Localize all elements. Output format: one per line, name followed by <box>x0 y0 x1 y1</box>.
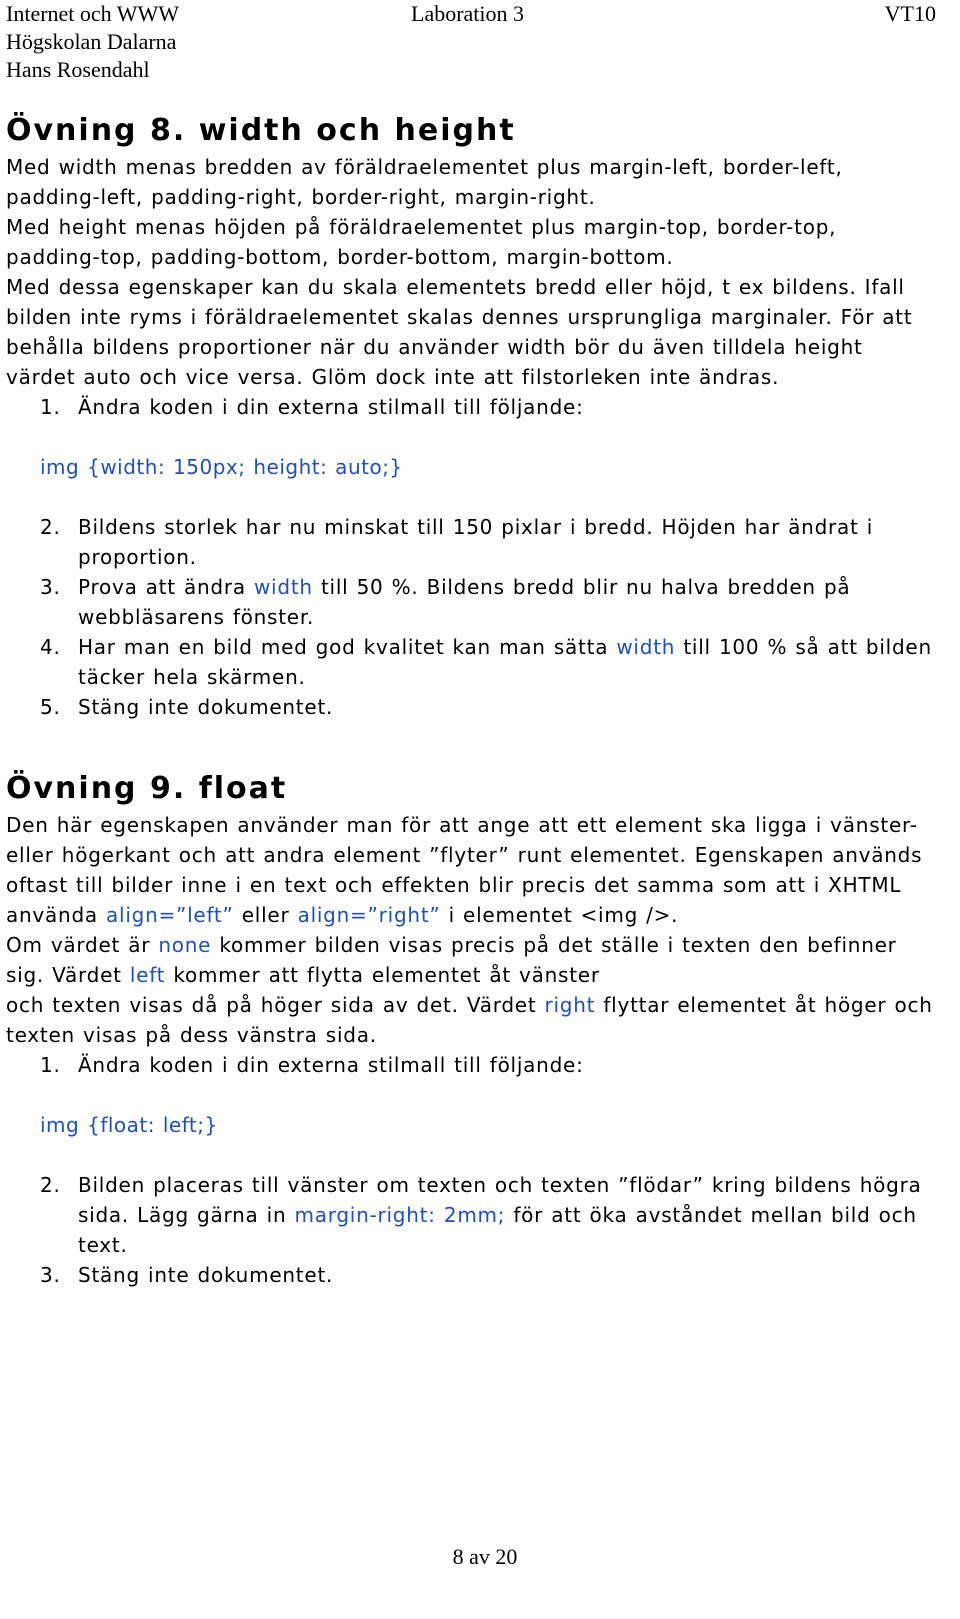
exercise-9-paragraph-right: och texten visas då på höger sida av det. Värdet right flyttar elementet åt höger och texten visas på dess vänstra sida. <box>6 993 933 1047</box>
exercise-9 <box>6 768 936 1290</box>
header-author: Hans Rosendahl <box>6 57 150 82</box>
exercise-8-code: img {width: 150px; height: auto;} <box>40 455 403 479</box>
exercise-8-steps-continued <box>6 512 936 722</box>
exercise-8 <box>6 110 936 722</box>
exercise-8-step-4: 4. Har man en bild med god kvalitet kan man sätta width till 100 % så att bilden täcker hela skärmen. <box>40 635 932 689</box>
exercise-9-step-3: 3. Stäng inte dokumentet. <box>40 1263 334 1287</box>
header-course: Internet och WWW <box>6 1 180 26</box>
header-lab: Laboration 3 <box>411 1 525 26</box>
header-school: Högskolan Dalarna <box>6 29 177 54</box>
exercise-8-step-2: 2. Bildens storlek har nu minskat till 150 pixlar i bredd. Höjden har ändrat i proportion. <box>40 515 874 569</box>
exercise-9-steps-continued <box>6 1170 936 1290</box>
page-header <box>6 0 936 84</box>
exercise-8-step-5: 5. Stäng inte dokumentet. <box>40 695 334 719</box>
exercise-8-paragraph-scaling: Med dessa egenskaper kan du skala elementets bredd eller höjd, t ex bildens. Ifall bilden inte ryms i föräldraelementet skalas dennes ursprungliga marginaler. För att behålla bildens proportioner när du använder width bör du även tilldela height värdet auto och vice versa. Glöm dock inte att filstorleken inte ändras. <box>6 275 913 389</box>
keyword-left: left <box>129 963 166 987</box>
keyword-width: width <box>616 635 676 659</box>
exercise-9-code: img {float: left;} <box>40 1113 218 1137</box>
exercise-9-paragraph-intro: Den här egenskapen använder man för att ange att ett element ska ligga i vänster- eller högerkant och att andra element ”flyter” runt elementet. Egenskapen används oftast till bilder inne i en text och effekten blir precis det samma som att i XHTML använda align=”left” eller align=”right” i elementet <img />. <box>6 813 923 927</box>
header-term: VT10 <box>884 1 936 26</box>
keyword-align-left: align=”left” <box>106 903 234 927</box>
keyword-margin-right: margin-right: 2mm; <box>294 1203 506 1227</box>
exercise-8-paragraph-height: Med height menas höjden på föräldraelementet plus margin-top, border-top, padding-top, padding-bottom, border-bottom, margin-bottom. <box>6 215 837 269</box>
exercise-8-step-1: 1. Ändra koden i din externa stilmall till följande: <box>40 395 584 419</box>
exercise-9-steps <box>6 1050 936 1080</box>
keyword-none: none <box>158 933 212 957</box>
page-footer <box>0 1544 960 1570</box>
keyword-right: right <box>544 993 596 1017</box>
exercise-8-step-3: 3. Prova att ändra width till 50 %. Bildens bredd blir nu halva bredden på webbläsarens fönster. <box>40 575 851 629</box>
page-number: 8 av 20 <box>452 1544 518 1569</box>
exercise-9-title: Övning 9. float <box>6 771 288 806</box>
exercise-8-steps <box>6 392 936 422</box>
exercise-9-paragraph-values: Om värdet är none kommer bilden visas precis på det ställe i texten den befinner sig. Värdet left kommer att flytta elementet åt vänster <box>6 933 897 987</box>
keyword-width: width <box>253 575 313 599</box>
keyword-align-right: align=”right” <box>297 903 441 927</box>
exercise-8-title: Övning 8. width och height <box>6 113 516 148</box>
exercise-9-step-1: 1. Ändra koden i din externa stilmall till följande: <box>40 1053 584 1077</box>
exercise-9-step-2: 2. Bilden placeras till vänster om texten och texten ”flödar” kring bildens högra sida. Lägg gärna in margin-right: 2mm; för att öka avståndet mellan bild och text. <box>40 1173 922 1257</box>
exercise-8-paragraph-width: Med width menas bredden av föräldraelementet plus margin-left, border-left, padding-left, padding-right, border-right, margin-right. <box>6 155 843 209</box>
document-content <box>6 110 936 1290</box>
